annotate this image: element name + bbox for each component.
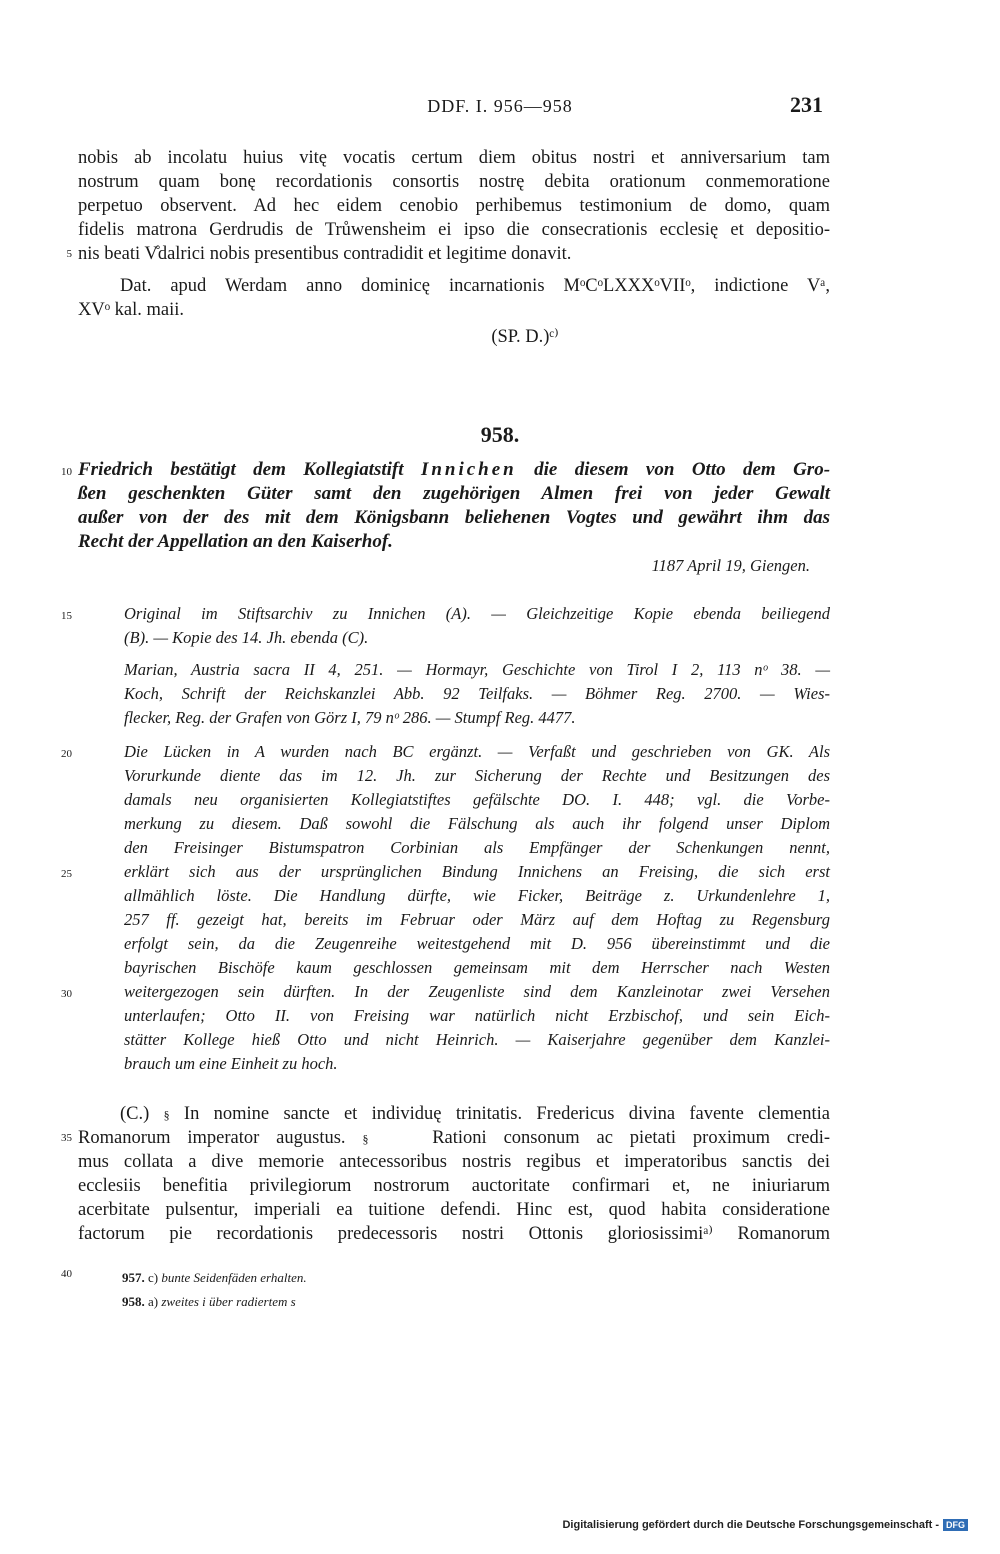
footnote <box>122 1294 296 1310</box>
charter-line <box>78 1102 830 1127</box>
place-name: Innichen <box>420 459 517 480</box>
charter-text: Romanorum imperator augustus. <box>78 1128 346 1148</box>
charter-line: mus collata a dive memorie antecessoribus nostris regibus et imperatoribus sanctis dei <box>78 1152 830 1172</box>
line-number: 40 <box>61 1268 72 1280</box>
digitization-credit <box>562 1519 968 1531</box>
regest-line: Recht der Appellation an den Kaiserhof. <box>78 531 393 552</box>
literature-line: Koch, Schrift der Reichskanzlei Abb. 92 Teilfaks. — Böhmer Reg. 2700. — Wies- <box>124 684 830 703</box>
tradition-line: Original im Stiftsarchiv zu Innichen (A). — Gleichzeitige Kopie ebenda beiliegend <box>124 604 830 623</box>
signum: (SP. D.)ᶜ⁾ <box>491 327 559 347</box>
text-line: nobis ab incolatu huius vitę vocatis certum diem obitus nostri et anniversarium tam <box>78 148 830 168</box>
footnote-doc-number: 957. <box>122 1270 145 1285</box>
separator-mark: § <box>163 1107 170 1122</box>
regest-line: außer von der des mit dem Königsbann beliehenen Vogtes und gewährt ihm das <box>78 507 830 528</box>
charter-line: ecclesiis benefitia privilegiorum nostrorum auctoritate confirmari et, ne iniuriarum <box>78 1176 830 1196</box>
literature-line: Marian, Austria sacra II 4, 251. — Hormayr, Geschichte von Tirol I 2, 113 nᵒ 38. — <box>124 660 830 679</box>
charter-text: Rationi consonum ac pietati proximum credi- <box>432 1128 831 1148</box>
preface-line: 257 ff. gezeigt hat, bereits im Februar oder März auf dem Hoftag zu Regensburg <box>124 910 830 929</box>
footnote-doc-number: 958. <box>122 1294 145 1309</box>
footnote <box>122 1270 307 1286</box>
line-number: 5 <box>66 248 72 260</box>
regest-line <box>78 458 830 482</box>
tradition-line: (B). — Kopie des 14. Jh. ebenda (C). <box>124 628 369 647</box>
preface-line: weitergezogen sein dürften. In der Zeugenliste sind dem Kanzleinotar zwei Versehen <box>124 982 830 1001</box>
footnote-letter: a) <box>148 1294 159 1309</box>
chrismon: (C.) <box>120 1104 150 1124</box>
separator-mark: § <box>362 1131 369 1146</box>
footnote-text: zweites i über radiertem s <box>161 1294 296 1309</box>
preface-line: Die Lücken in A wurden nach BC ergänzt. — Verfaßt und geschrieben von GK. Als <box>124 742 830 761</box>
literature-line: flecker, Reg. der Grafen von Görz I, 79 nᵒ 286. — Stumpf Reg. 4477. <box>124 708 576 727</box>
regest-text: Friedrich bestätigt dem Kollegiatstift <box>78 459 404 480</box>
dfg-logo-icon: DFG <box>943 1519 968 1531</box>
charter-line: factorum pie recordationis predecessoris nostri Ottonis gloriosissimiᵃ⁾ Romanorum <box>78 1224 830 1244</box>
preface-line: brauch um eine Einheit zu hoch. <box>124 1054 338 1073</box>
preface-line: damals neu organisierten Kollegiatstiftes gefälschte DO. I. 448; vgl. die Vorbe- <box>124 790 830 809</box>
preface-line: Vorurkunde diente das im 12. Jh. zur Sicherung der Rechte und Besitzungen des <box>124 766 830 785</box>
preface-line: allmählich löste. Die Handlung dürfte, wie Ficker, Beiträge z. Urkundenlehre 1, <box>124 886 830 905</box>
charter-text: In nomine sancte et individuę trinitatis. Fredericus divina favente clementia <box>183 1104 831 1124</box>
regest-line: ßen geschenkten Güter samt den zugehörigen Almen frei von jeder Gewalt <box>78 483 830 504</box>
running-title: DDF. I. 956—958 <box>427 96 573 116</box>
text-line: nostrum quam bonę recordationis consortis nostrę debita orationum conmemoratione <box>78 172 830 192</box>
preface-line: erfolgt sein, da die Zeugenreihe weitestgehend mit D. 956 übereinstimmt und die <box>124 934 830 953</box>
date-place: 1187 April 19, Giengen. <box>651 556 810 575</box>
document-number: 958. <box>480 422 520 447</box>
line-number: 20 <box>61 748 72 760</box>
preface-line: merkung zu diesem. Daß sowohl die Fälschung als auch ihr folgend unser Diplom <box>124 814 830 833</box>
footnote-text: bunte Seidenfäden erhalten. <box>161 1270 307 1285</box>
charter-line <box>78 1126 830 1151</box>
line-number: 25 <box>61 868 72 880</box>
line-number: 10 <box>61 466 72 478</box>
charter-line: acerbitate pulsentur, imperiali ea tuitione defendi. Hinc est, quod habita consideratione <box>78 1200 830 1220</box>
preface-line: erklärt sich aus der ursprünglichen Bindung Innichens an Freising, die sich erst <box>124 862 830 881</box>
text-line: nis beati V̊dalrici nobis presentibus contradidit et legitime donavit. <box>78 244 572 264</box>
text-line: perpetuo observent. Ad hec eidem cenobio perhibemus testimonium de domo, quam <box>78 196 830 216</box>
credit-text: Digitalisierung gefördert durch die Deutsche Forschungsgemeinschaft - <box>562 1519 939 1531</box>
dating-line: XVᵒ kal. maii. <box>78 300 185 320</box>
preface-line: unterlaufen; Otto II. von Freising war natürlich nicht Erzbischof, und sein Eich- <box>124 1006 830 1025</box>
dating-line: Dat. apud Werdam anno dominicę incarnationis MᵒCᵒLXXXᵒVIIᵒ, indictione Vᵃ, <box>120 276 830 296</box>
preface-line: bayrischen Bischöfe kaum geschlossen gemeinsam mit dem Herrscher nach Westen <box>124 958 830 977</box>
preface-line: stätter Kollege hieß Otto und nicht Heinrich. — Kaiserjahre gegenüber dem Kanzlei- <box>124 1030 830 1049</box>
text-line: fidelis matrona Gerdrudis de Trůwensheim ei ipso die consecrationis ecclesię et depositio- <box>78 220 830 240</box>
preface-line: den Freisinger Bistumspatron Corbinian als Empfänger der Schenkungen nennt, <box>124 838 830 857</box>
regest-text: die diesem von Otto dem Gro- <box>534 459 831 480</box>
page-number: 231 <box>790 92 823 117</box>
footnote-letter: c) <box>148 1270 159 1285</box>
line-number: 35 <box>61 1132 72 1144</box>
line-number: 15 <box>61 610 72 622</box>
line-number: 30 <box>61 988 72 1000</box>
